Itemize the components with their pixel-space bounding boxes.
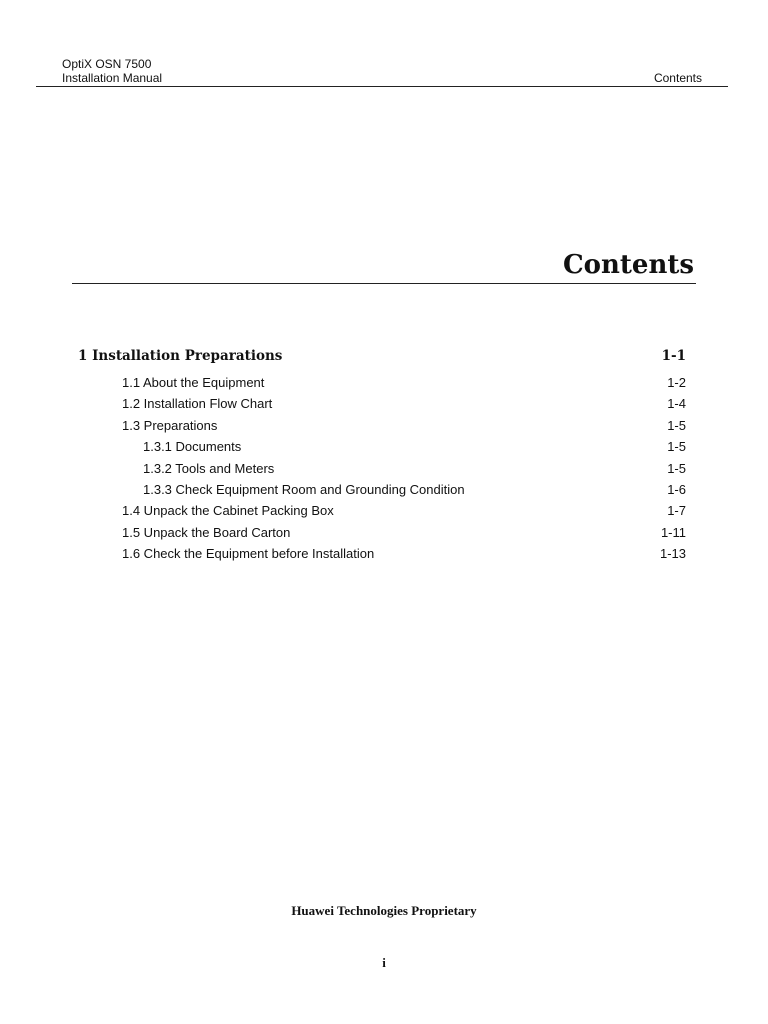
- toc-chapter-entry[interactable]: [78, 346, 686, 366]
- toc-entry[interactable]: [122, 546, 686, 562]
- header-manual: Installation Manual: [62, 71, 163, 85]
- toc-entry-page: 1-2: [667, 375, 686, 390]
- header-divider: [36, 86, 728, 87]
- footer-proprietary: Huawei Technologies Proprietary: [291, 903, 477, 918]
- toc-entry[interactable]: [143, 461, 686, 477]
- toc-entry[interactable]: [143, 482, 686, 498]
- toc-entry[interactable]: [143, 439, 686, 455]
- header-section: Contents: [653, 71, 702, 85]
- toc-entry-page: 1-13: [659, 546, 686, 561]
- toc-entry-label: 1.3.1 Documents: [143, 439, 242, 454]
- toc-entry-label: 1.5 Unpack the Board Carton: [122, 525, 291, 540]
- running-header-left: [62, 57, 162, 85]
- page-title: Contents: [562, 250, 694, 280]
- toc-entry[interactable]: [122, 503, 686, 519]
- toc-entry[interactable]: [122, 525, 686, 541]
- page-number: i: [382, 955, 386, 970]
- toc-entry[interactable]: [122, 375, 686, 391]
- toc-entry-label: 1.2 Installation Flow Chart: [122, 396, 273, 411]
- toc-entry-page: 1-11: [660, 525, 686, 540]
- toc-entry-page: 1-7: [667, 503, 686, 518]
- toc-entry-label: 1.6 Check the Equipment before Installation: [122, 546, 375, 561]
- chapter-label: 1 Installation Preparations: [78, 348, 283, 364]
- toc-entry-label: 1.4 Unpack the Cabinet Packing Box: [122, 503, 334, 518]
- toc-entry[interactable]: [122, 418, 686, 434]
- toc-entry-page: 1-6: [667, 482, 686, 497]
- toc-entry-page: 1-4: [667, 396, 686, 411]
- header-product: OptiX OSN 7500: [62, 57, 152, 71]
- toc-entry-label: 1.3.3 Check Equipment Room and Grounding Condition: [143, 482, 465, 497]
- toc-entry-label: 1.1 About the Equipment: [122, 375, 265, 390]
- toc-entry-label: 1.3.2 Tools and Meters: [143, 461, 275, 476]
- toc-entry-page: 1-5: [667, 461, 686, 476]
- title-divider: [72, 283, 696, 284]
- toc-entry-label: 1.3 Preparations: [122, 418, 218, 433]
- toc-entry-page: 1-5: [667, 439, 686, 454]
- toc-entry-page: 1-5: [667, 418, 686, 433]
- toc-entry[interactable]: [122, 396, 686, 412]
- chapter-page: 1-1: [661, 348, 686, 364]
